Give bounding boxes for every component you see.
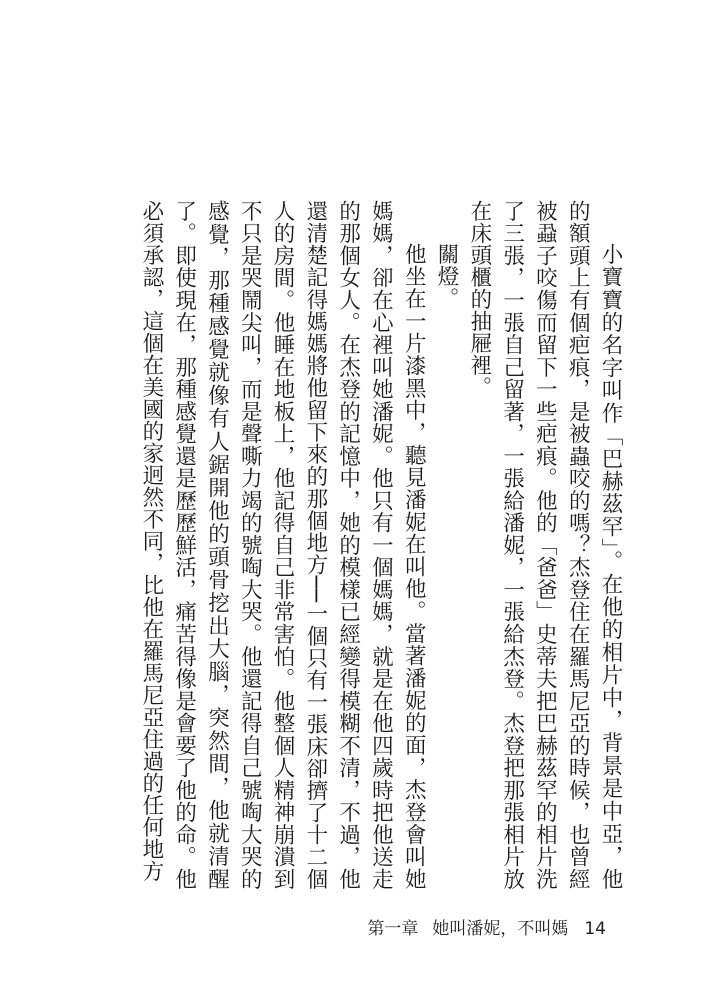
chapter-title: 她叫潘妮，不叫媽 [432,919,569,939]
running-footer [367,914,606,939]
page-number: 14 [584,919,606,939]
paragraph-1: 小寶寶的名字叫作「巴赫茲罕」。在他的相片中，背景是中亞，他的額頭上有個疤痕，是被蟲咬的嗎？杰登住在羅馬尼亞的時候，也曾經被蝨子咬傷而留下一些疤痕。他的「爸爸」史蒂夫把巴赫茲罕的相片洗了三張，一張自己留著，一張給潘妮，一張給杰登。杰登把那張相片放在床頭櫃的抽屜裡。 [466,200,623,890]
paragraph-3: 他坐在一片漆黑中，聽見潘妮在叫他。當著潘妮的面，杰登會叫她媽媽，卻在心裡叫她潘妮。他只有一個媽媽，就是在他四歲時把他送走的那個女人。在杰登的記憶中，她的模樣已經變得模糊不清，不過，他還清楚記得媽媽將他留下來的那個地方──一個只有一張床卻擠了十二個人的房間。他睡在地板上，他記得自己非常害怕。他整個人精神崩潰到不只是哭鬧尖叫，而是聲嘶力竭的號啕大哭。他還記得自己號啕大哭的感覺，那種感覺就像有人鋸開他的頭骨挖出大腦，突然間，他就清醒了。即使現在，那種感覺還是歷歷鮮活，痛苦得像是會要了他的命。他必須承認，這個在美國的家迥然不同，比他在羅馬尼亞住過的任何地方 [138,200,427,890]
chapter-label: 第一章 [367,919,419,939]
body-text [134,200,626,890]
paragraph-2: 關燈。 [434,243,460,309]
